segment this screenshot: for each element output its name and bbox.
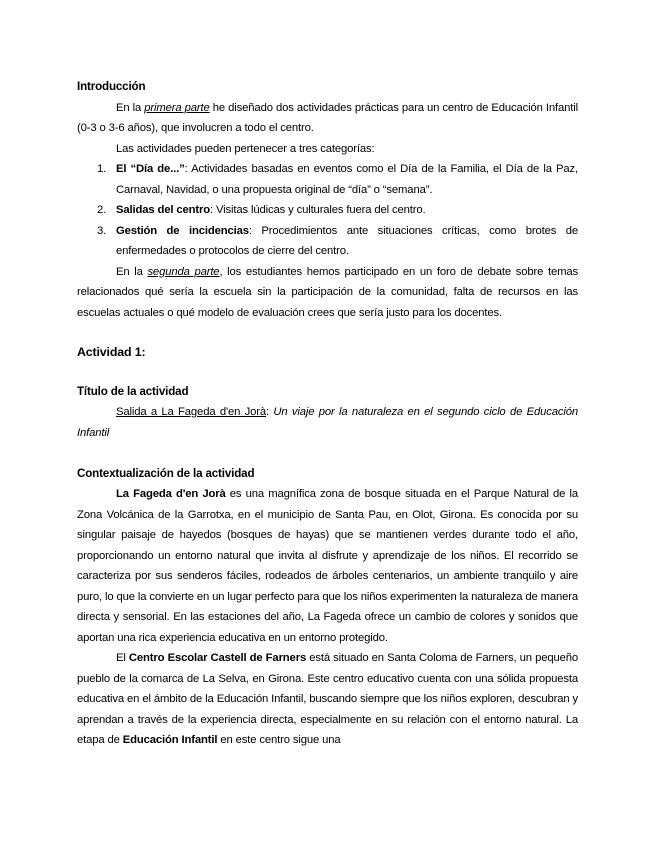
intro-p3-text-before: En la [116,265,148,278]
context-p2-before: El [116,652,129,664]
list-item-title: Salidas del centro [116,204,210,216]
segunda-parte-link[interactable]: segunda parte [147,265,220,278]
intro-paragraph-1 [77,98,578,139]
spacer [77,443,578,464]
title-heading: Título de la actividad [77,384,189,398]
document-content [77,77,578,751]
list-item-text: : Actividades basadas en eventos como el Día de la Familia, el Día de la Paz, Carnaval, Navidad, o una propuesta original de “día” o “semana”. [116,163,578,196]
spacer [77,323,578,342]
list-item [77,200,578,221]
context-paragraph-1 [77,484,578,648]
list-item [77,159,578,200]
list-item-title: Gestión de incidencias [116,224,249,237]
intro-p1-text-after: he diseñado dos actividades prácticas para un centro de Educación Infantil (0-3 o 3-6 años), que involucren a todo el centro. [77,101,579,134]
list-item-text: : Visitas lúdicas y culturales fuera del centro. [210,204,426,216]
context-p2-after: en este centro sigue una [217,734,341,746]
list-number: 3. [97,224,107,237]
activity-title-subtitle: Un viaje por la naturaleza en el segundo ciclo de Educación Infantil [77,406,578,439]
activity-title-colon: : [266,406,269,418]
list-item [77,221,578,262]
context-heading: Contextualización de la actividad [77,466,255,480]
context-p2-bold-stage: Educación Infantil [122,734,218,746]
list-item-text: : Procedimientos ante situaciones críticas, como brotes de enfermedades o protocolos de cierre del centro. [116,224,579,257]
list-number: 1. [97,163,107,175]
list-number: 2. [97,204,107,216]
list-item-title: El “Día de...” [116,163,185,175]
activity-title [77,402,578,443]
spacer [77,363,578,382]
intro-heading: Introducción [77,80,146,93]
context-paragraph-2 [77,648,578,751]
context-p1-text: es una magnífica zona de bosque situada en el Parque Natural de la Zona Volcánica de la Garrotxa, en el municipio de Santa Pau, en Olot, Girona. Es conocida por su singular paisaje de hayedos (bosques de hayas) que se mantienen verdes durante todo el año, proporcionando un entorno natural que invita al disfrute y aprendizaje de los niños. El recorrido se caracteriza por sus senderos fáciles, rodeados de árboles centenarios, un ambiente tranquilo y aire puro, lo que la convierte en un lugar perfecto para que los niños experimenten la naturaleza de manera directa y sensorial. En las estaciones del año, La Fageda ofrece un cambio de colores y sonidos que aportan una rica experiencia educativa en un entorno protegido. [77,488,578,644]
context-p2-bold-school: Centro Escolar Castell de Farners [128,652,307,664]
intro-p3-text-after: , los estudiantes hemos participado en un foro de debate sobre temas relacionados qué sería la escuela sin la participación de la comunidad, falta de recursos en las escuelas actuales o qué modelo de evaluación crees que sería justo para los docentes. [77,265,578,319]
intro-paragraph-3 [77,262,578,324]
intro-p1-text-before: En la [116,101,145,114]
context-p2-middle: está situado en Santa Coloma de Farners, un pequeño pueblo de la comarca de La Selva, en Girona. Este centro educativo cuenta con una sólida propuesta educativa en el ámbito de la Educación Infantil, buscando siempre que los niños exploren, descubran y aprendan a través de la experiencia directa, especialmente en su relación con el entorno natural. La etapa de [77,652,578,746]
activity-title-name: Salida a La Fageda d'en Jorà [116,406,266,418]
categories-list [77,159,578,262]
context-p1-bold: La Fageda d'en Jorà [116,488,226,500]
intro-paragraph-2: Las actividades pueden pertenecer a tres categorías: [116,142,375,155]
primera-parte-link[interactable]: primera parte [144,101,210,114]
activity-heading: Actividad 1: [77,345,146,359]
